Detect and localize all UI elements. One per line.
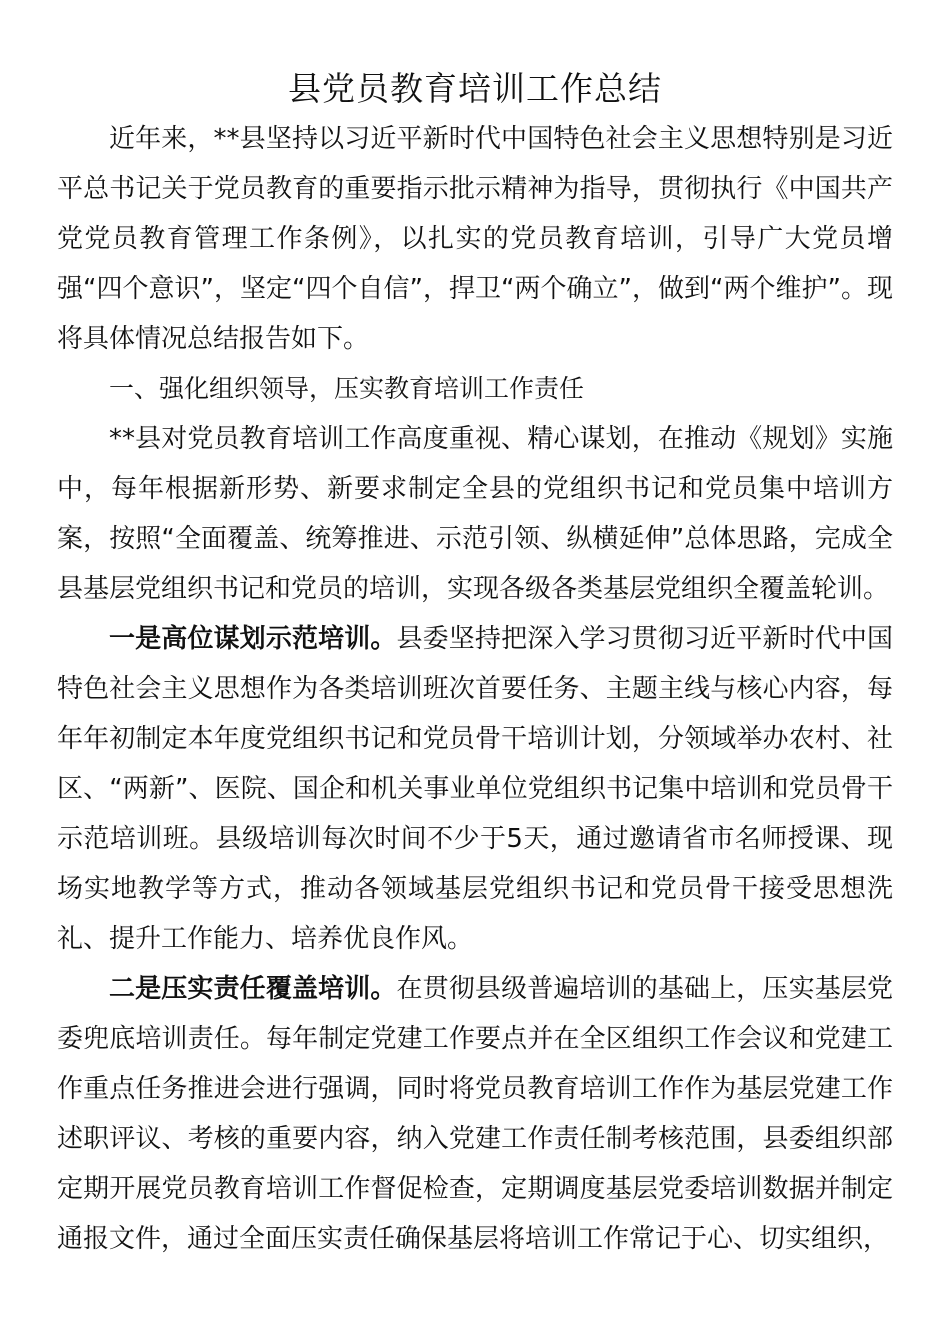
section-heading: 一、强化组织领导，压实教育培训工作责任	[109, 374, 585, 403]
point-one-lead: 一是高位谋划示范培训。	[109, 624, 397, 654]
intro-paragraph: 近年来，**县坚持以习近平新时代中国特色社会主义思想特别是习近平总书记关于党员教育的重要指示批示精神为指导，贯彻执行《中国共产党党员教育管理工作条例》，以扎实的党员教育培训，引导广大党员增强“四个意识”，坚定“四个自信”，捍卫“两个确立”，做到“两个维护”。现将具体情况总结报告如下。	[57, 124, 893, 354]
section-paragraph: **县对党员教育培训工作高度重视、精心谋划，在推动《规划》实施中，每年根据新形势、新要求制定全县的党组织书记和党员集中培训方案，按照“全面覆盖、统筹推进、示范引领、纵横延伸”总体思路，完成全县基层党组织书记和党员的培训，实现各级各类基层党组织全覆盖轮训。	[57, 424, 893, 604]
point-one-paragraph	[57, 614, 893, 964]
point-one-text: 县委坚持把深入学习贯彻习近平新时代中国特色社会主义思想作为各类培训班次首要任务、主题主线与核心内容，每年年初制定本年度党组织书记和党员骨干培训计划，分领域举办农村、社区、“两新”、医院、国企和机关事业单位党组织书记集中培训和党员骨干示范培训班。县级培训每次时间不少于5天，通过邀请省市名师授课、现场实地教学等方式，推动各领域基层党组织书记和党员骨干接受思想洗礼、提升工作能力、培养优良作风。	[57, 624, 893, 954]
point-two-lead: 二是压实责任覆盖培训。	[109, 974, 397, 1004]
point-two-text: 在贯彻县级普遍培训的基础上，压实基层党委兜底培训责任。每年制定党建工作要点并在全区组织工作会议和党建工作重点任务推进会进行强调，同时将党员教育培训工作作为基层党建工作述职评议、考核的重要内容，纳入党建工作责任制考核范围，县委组织部定期开展党员教育培训工作督促检查，定期调度基层党委培训数据并制定通报文件，通过全面压实责任确保基层将培训工作常记于心、切实组织，	[57, 974, 893, 1254]
point-two-paragraph	[57, 964, 893, 1264]
document-title: 县党员教育培训工作总结	[288, 69, 662, 108]
document-body	[57, 114, 893, 1264]
